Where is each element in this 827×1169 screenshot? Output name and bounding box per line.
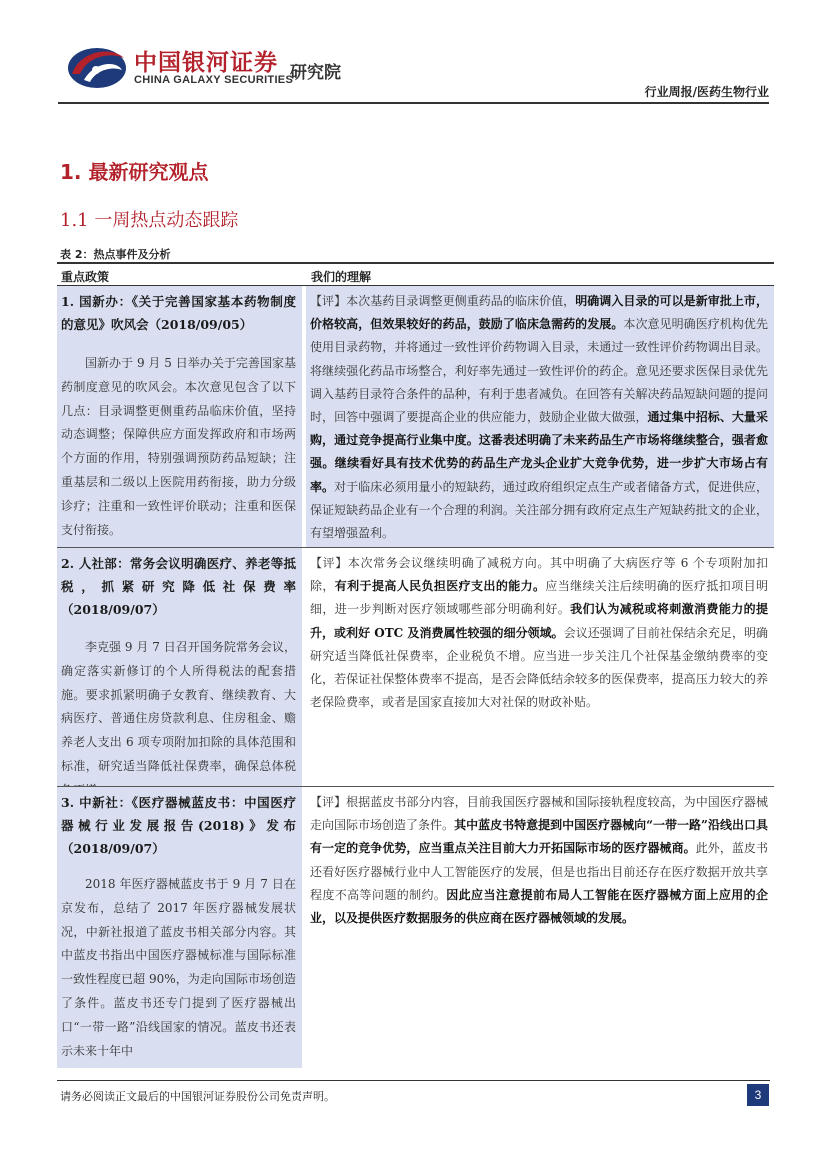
policy-body: 2018 年医疗器械蓝皮书于 9 月 7 日在京发布，总结了 2017 年医疗器械发展状况，中新社报道了蓝皮书相关部分内容。其中蓝皮书指出中国医疗器械标准与国际标准一致性程度已超 90%，为走向国际市场创造了条件。蓝皮书还专门提到了医疗器械出口“一带一路”沿线国家的情况。蓝皮书还表示未来十年中 <box>61 877 296 1058</box>
analysis-segment: 【评】本次基药目录调整更侧重药品的临床价值， <box>310 294 576 308</box>
company-name-en: CHINA GALAXY SECURITIES <box>134 74 294 86</box>
table-caption: 表 2：热点事件及分析 <box>60 248 171 261</box>
policy-cell <box>57 286 302 547</box>
analysis-segment: 此外，蓝皮书还看好医疗器械行业中人工智能医疗的发展，但是也指出目前还存在医疗数据开放共享程度不高等问题的制约。 <box>310 841 768 902</box>
analysis-segment: 对于临床必须用量小的短缺药，通过政府组织定点生产或者储备方式，促进供应，保证短缺药品企业有一个合理的利润。关注部分拥有政府定点生产短缺药批文的企业，有望增强盈利。 <box>310 479 768 541</box>
table-row <box>57 548 774 786</box>
footer-divider <box>57 1080 770 1081</box>
analysis-emphasis: 我们认为减税或将刺激消费能力的提升，或利好 OTC 及消费属性较强的细分领域。 <box>310 602 768 640</box>
policy-body: 李克强 9 月 7 日召开国务院常务会议，确定落实新修订的个人所得税法的配套措施。要求抓紧明确子女教育、继续教育、大病医疗、普通住房贷款利息、住房租金、赡养老人支出 6 项专项附加扣除的具体范围和标准，研究适当降低社保费率，确保总体税 <box>61 640 296 773</box>
analysis-text <box>310 290 768 545</box>
column-header-analysis: 我们的理解 <box>311 270 372 284</box>
policy-body: 国新办于 9 月 5 日举办关于完善国家基药制度意见的吹风会。本次意见包含了以下几点：目录调整更侧重药品临床价值，坚持动态调整；保障供应方面发挥政府和市场两个方面的作用，特别强调预防药品短缺；注重基层和二级以上医院用药衔接，助力分级诊疗；注重和一致性评价联动；注重和医保支付衔接。 <box>61 356 296 537</box>
analysis-emphasis: 其中蓝皮书特意提到中国医疗器械向“一带一路”沿线出口具有一定的竞争优势，应当重点关注目前大力开拓国际市场的医疗器械商。 <box>310 818 768 856</box>
company-name-cn: 中国银河证券 <box>134 50 278 76</box>
analysis-segment: 【评】本次常务会议继续明确了减税方向。其中明确了大病医疗等 6 个专项附加扣除， <box>310 556 768 594</box>
analysis-cell <box>306 787 774 1068</box>
analysis-text <box>310 552 768 714</box>
policy-title: 2. 人社部：常务会议明确医疗、养老等抵税，抓紧研究降低社保费率（2018/09/07） <box>61 556 296 617</box>
table-header <box>57 265 774 284</box>
analysis-emphasis: 通过集中招标、大量采购，通过竞争提高行业集中度。这番表述明确了未来药品生产市场将继续整合，强者愈强。继续看好具有技术优势的药品生产龙头企业扩大竞争优势，进一步扩大市场占有率。 <box>310 410 768 494</box>
analysis-emphasis: 因此应当注意提前布局人工智能在医疗器械方面上应用的企业，以及提供医疗数据服务的供应商在医疗器械领域的发展。 <box>310 887 768 926</box>
policy-title: 3. 中新社：《医疗器械蓝皮书：中国医疗器械行业发展报告(2018)》发布（2018/09/07） <box>61 795 296 856</box>
analysis-text <box>310 791 768 930</box>
analysis-cell <box>306 286 774 547</box>
page-number: 3 <box>747 1084 769 1106</box>
analysis-segment: 会议还强调了目前社保结余充足，明确研究适当降低社保费率，企业税负不增。应当进一步关注几个社保基金缴纳费率的变化，若保证社保整体费率不提高，是否会降低结余较多的医保费率，提高压力较大的养老保险费率，或者是国家直接加大对社保的财政补贴。 <box>310 625 768 710</box>
section-title: 1. 最新研究观点 <box>60 160 209 184</box>
table-row <box>57 787 774 1068</box>
column-header-policy: 重点政策 <box>61 270 110 284</box>
header-divider <box>58 102 769 104</box>
disclaimer-note: 请务必阅读正文最后的中国银河证券股份公司免责声明。 <box>60 1090 335 1103</box>
galaxy-logo-icon <box>66 40 128 92</box>
analysis-segment: 应当继续关注后续明确的医疗抵扣项目明细，进一步判断对医疗领域哪些部分明确利好。 <box>310 579 768 617</box>
policy-title: 1. 国新办：《关于完善国家基本药物制度的意见》吹风会（2018/09/05） <box>61 294 296 332</box>
hot-events-table <box>57 262 774 1068</box>
page-header <box>0 0 827 108</box>
analysis-emphasis: 有利于提高人民负担医疗支出的能力。 <box>334 579 546 594</box>
analysis-segment: 本次意见明确医疗机构优先使用目录药物，并将通过一致性评价药物调入目录，未通过一致性评价药物调出目录。将继续强化药品市场整合，利好率先通过一致性评价的药企。意见还要求医保目录优先调入基药目录符合条件的品种，有利于患者减负。在回答有关解决药品短缺问题的提问时，回答中强调了要提高企业的供应能力，鼓励企业做大做强， <box>310 317 768 425</box>
report-type: 行业周报/医药生物行业 <box>644 85 769 99</box>
table-top-rule <box>57 262 774 264</box>
analysis-cell <box>306 548 774 786</box>
policy-cell <box>57 787 302 1068</box>
subsection-title: 1.1 一周热点动态跟踪 <box>60 210 239 231</box>
analysis-emphasis: 明确调入目录的可以是新审批上市，价格较高，但效果较好的药品，鼓励了临床急需药的发展。 <box>310 294 768 332</box>
policy-cell <box>57 548 302 786</box>
institute-label: 研究院 <box>290 63 341 83</box>
table-row <box>57 286 774 547</box>
analysis-segment: 【评】根据蓝皮书部分内容，目前我国医疗器械和国际接轨程度较高，为中国医疗器械走向国际市场创造了条件。 <box>310 795 768 833</box>
